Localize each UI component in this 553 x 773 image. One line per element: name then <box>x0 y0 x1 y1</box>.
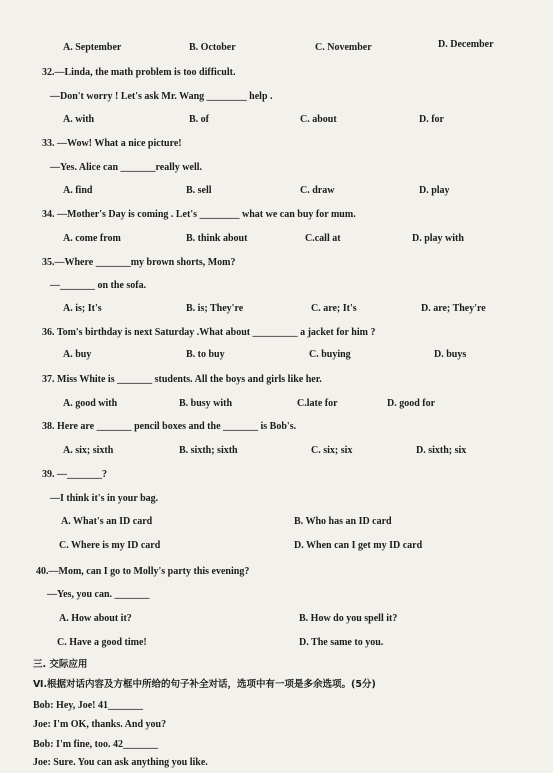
section-instruction <box>0 675 553 695</box>
q40-option-c: C. Have a good time! <box>57 637 147 648</box>
q35-options <box>0 299 553 319</box>
q38-option-b: B. sixth; sixth <box>179 445 238 456</box>
q38-option-d: D. sixth; six <box>416 445 467 456</box>
q39-option-b: B. Who has an ID card <box>294 516 392 527</box>
q32-option-c: C. about <box>300 114 337 125</box>
q36-option-a: A. buy <box>63 349 92 360</box>
q37-option-a: A. good with <box>63 398 118 409</box>
q37-option-b: B. busy with <box>179 398 233 409</box>
q32-line2 <box>0 87 553 107</box>
q33-options <box>0 181 553 201</box>
q33-stem-text: 33. —Wow! What a nice picture! <box>42 138 182 149</box>
q39-option-d: D. When can I get my ID card <box>294 540 423 551</box>
q34-stem-text: 34. —Mother's Day is coming . Let's ________ what we can buy for mum. <box>42 209 356 220</box>
q34-option-a: A. come from <box>63 233 121 244</box>
q39-options-row2 <box>0 536 553 556</box>
q37-option-d: D. good for <box>387 398 436 409</box>
q32-option-d: D. for <box>419 114 444 125</box>
q34-stem <box>0 205 553 225</box>
q36-options <box>0 345 553 365</box>
q35-option-a: A. is; It's <box>63 303 102 314</box>
q39-stem <box>0 465 553 485</box>
q36-stem-text: 36. Tom's birthday is next Saturday .What about _________ a jacket for him ? <box>42 327 376 338</box>
q31-option-a: A. September <box>63 42 122 53</box>
q35-line2 <box>0 276 553 296</box>
q31-option-d: D. December <box>438 39 494 50</box>
q32-option-b: B. of <box>189 114 209 125</box>
q39-line2-text: —I think it's in your bag. <box>50 493 159 504</box>
dialogue-line-2-text: Joe: I'm OK, thanks. And you? <box>33 719 167 730</box>
q33-line2-text: —Yes. Alice can _______really well. <box>50 162 203 173</box>
section-heading <box>0 655 553 675</box>
q40-stem <box>0 562 553 582</box>
q33-option-c: C. draw <box>300 185 335 196</box>
q40-option-a: A. How about it? <box>59 613 132 624</box>
q31-options <box>0 38 553 58</box>
q38-option-c: C. six; six <box>311 445 353 456</box>
q39-option-c: C. Where is my ID card <box>59 540 161 551</box>
dialogue-line-4 <box>0 753 553 773</box>
q37-stem <box>0 370 553 390</box>
q34-options <box>0 229 553 249</box>
q38-options <box>0 441 553 461</box>
q40-options-row1 <box>0 609 553 629</box>
q40-line2-text: —Yes, you can. _______ <box>47 589 150 600</box>
q32-line2-text: —Don't worry ! Let's ask Mr. Wang ________ help . <box>50 91 273 102</box>
q33-option-a: A. find <box>63 185 93 196</box>
q35-option-c: C. are; It's <box>311 303 357 314</box>
q33-option-d: D. play <box>419 185 450 196</box>
q34-option-d: D. play with <box>412 233 464 244</box>
dialogue-line-2 <box>0 715 553 735</box>
q33-line2 <box>0 158 553 178</box>
q39-stem-text: 39. —_______? <box>42 469 107 480</box>
q31-option-c: C. November <box>315 42 372 53</box>
q31-option-b: B. October <box>189 42 236 53</box>
dialogue-line-3-text: Bob: I'm fine, too. 42_______ <box>33 739 158 750</box>
q40-option-b: B. How do you spell it? <box>299 613 398 624</box>
q38-option-a: A. six; sixth <box>63 445 114 456</box>
dialogue-line-3 <box>0 735 553 755</box>
q34-option-b: B. think about <box>186 233 248 244</box>
q32-stem-text: 32.—Linda, the math problem is too difficult. <box>42 67 236 78</box>
q36-option-b: B. to buy <box>186 349 225 360</box>
dialogue-line-4-text: Joe: Sure. You can ask anything you like. <box>33 757 208 768</box>
q36-stem <box>0 323 553 343</box>
q35-line2-text: —_______ on the sofa. <box>50 280 147 291</box>
q33-stem <box>0 134 553 154</box>
section-instruction-text: Ⅵ.根据对话内容及方框中所给的句子补全对话，选项中有一项是多余选项。(5分) <box>33 679 376 690</box>
q38-stem-text: 38. Here are _______ pencil boxes and the _______ is Bob's. <box>42 421 297 432</box>
q40-stem-text: 40.—Mom, can I go to Molly's party this evening? <box>36 566 250 577</box>
q37-option-c: C.late for <box>297 398 338 409</box>
q34-option-c: C.call at <box>305 233 341 244</box>
q35-option-b: B. is; They're <box>186 303 244 314</box>
q32-stem <box>0 63 553 83</box>
q40-options-row2 <box>0 633 553 653</box>
q39-line2 <box>0 489 553 509</box>
q35-stem-text: 35.—Where _______my brown shorts, Mom? <box>42 257 236 268</box>
section-heading-text: 三. 交际应用 <box>33 659 88 670</box>
q36-option-d: D. buys <box>434 349 467 360</box>
q35-option-d: D. are; They're <box>421 303 486 314</box>
q40-line2 <box>0 585 553 605</box>
q39-options-row1 <box>0 512 553 532</box>
q38-stem <box>0 417 553 437</box>
q32-options <box>0 110 553 130</box>
q39-option-a: A. What's an ID card <box>61 516 153 527</box>
dialogue-line-1-text: Bob: Hey, Joe! 41_______ <box>33 700 143 711</box>
q33-option-b: B. sell <box>186 185 212 196</box>
dialogue-line-1 <box>0 696 553 716</box>
q37-options <box>0 394 553 414</box>
q32-option-a: A. with <box>63 114 95 125</box>
q37-stem-text: 37. Miss White is _______ students. All the boys and girls like her. <box>42 374 322 385</box>
q36-option-c: C. buying <box>309 349 351 360</box>
q35-stem <box>0 253 553 273</box>
q40-option-d: D. The same to you. <box>299 637 384 648</box>
